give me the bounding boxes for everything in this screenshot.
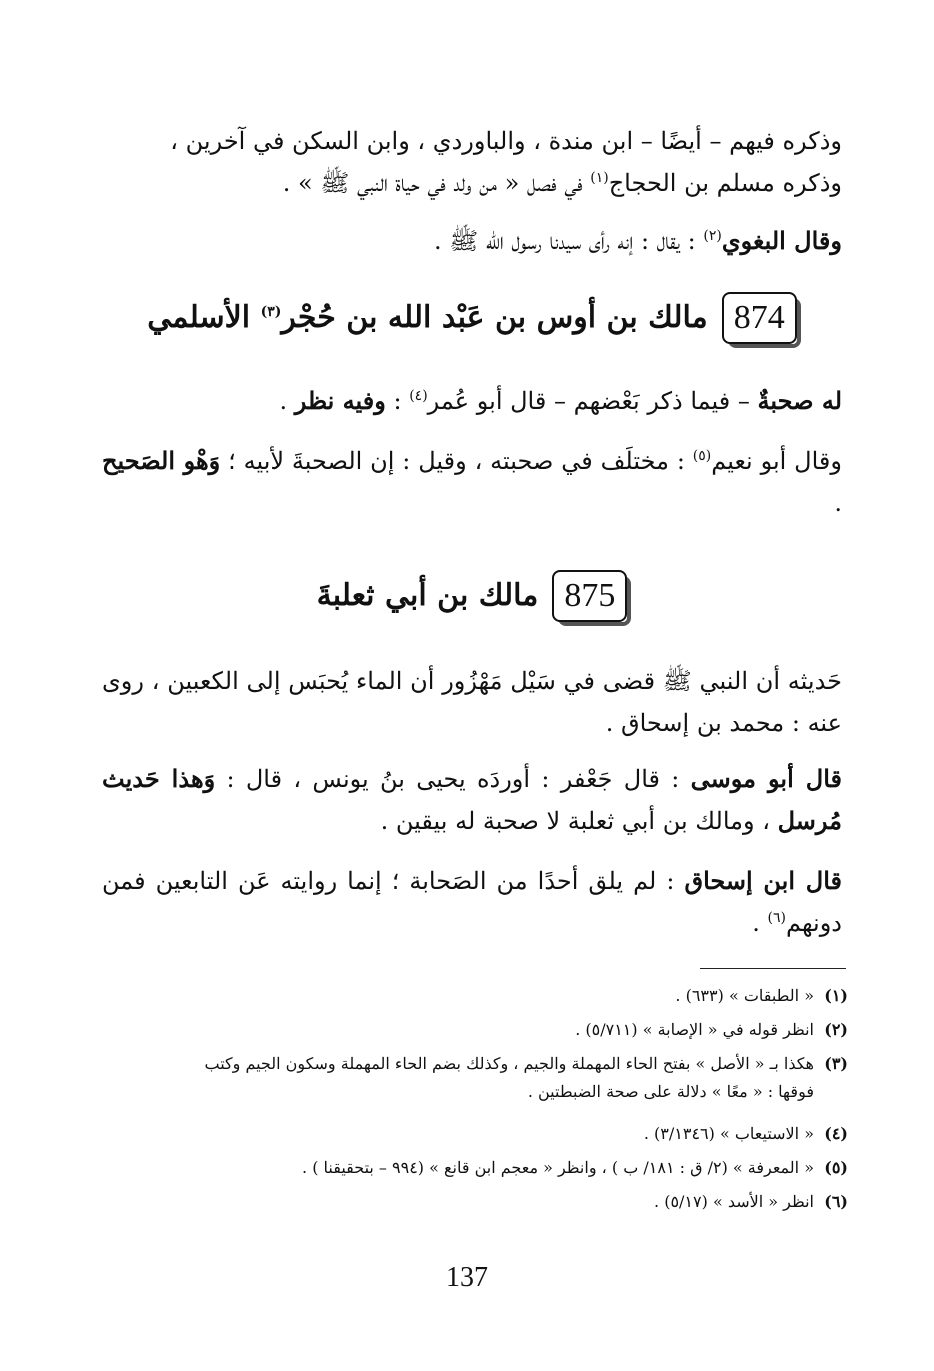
entry-title: [147, 293, 708, 343]
footnote-line: [88, 1050, 848, 1078]
entry-heading-874: [102, 292, 842, 344]
paragraph-intro: [102, 120, 842, 204]
footnote-6: [88, 1188, 848, 1216]
page-number: 137: [446, 1262, 488, 1293]
entry-number-box: 875: [552, 570, 627, 622]
footnote-ref-2: (٢): [703, 228, 722, 244]
footnote-number: (٤): [824, 1124, 848, 1143]
text: .: [834, 489, 842, 517]
line-1: وذكره فيهم – أيضًا – ابن مندة ، والباوردي ، وابن السكن في آخرين ،: [170, 127, 842, 155]
footnote-ref-3: (٣): [260, 304, 282, 320]
text: .: [279, 387, 295, 415]
footnote-ref-5: (٥): [692, 448, 712, 464]
paragraph-baghawi: [102, 220, 842, 262]
text: :: [385, 387, 410, 415]
text: : مختلَف في صحبته ، وقيل : إن الصحبةَ لأبيه ؛: [220, 447, 693, 475]
title-text: الأسلمي: [147, 300, 261, 335]
text: ، ومالك بن أبي ثعلبة لا صحبة له بيقين .: [380, 807, 778, 835]
text: – فيما ذكر بَعْضهم – قال أبو عُمر: [427, 387, 758, 415]
text: حَديثه أن النبي ﷺ قضى في سَيْل مَهْزُور أن الماء يُحبَس إلى الكعبين ، روى عنه : محمد بن إسحاق .: [102, 667, 842, 737]
footnote-continuation: فوقها : « معًا » دلالة على صحة الضبطتين .: [527, 1082, 814, 1101]
bold-text: وَهْو الصَحيح: [102, 446, 221, 475]
text: وذكره مسلم بن الحجاج: [608, 169, 842, 197]
footnote-4: [88, 1120, 848, 1148]
title-text: مالك بن أوس بن عَبْد الله بن حُجْر: [281, 300, 708, 335]
footnote-text: « الطبقات » (٦٣٣) .: [675, 986, 814, 1005]
footnote-text: « الاستيعاب » (٣/١٣٤٦) .: [643, 1124, 814, 1143]
text: .: [752, 909, 768, 937]
bold-lead: له صحبةٌ: [757, 386, 842, 415]
footnote-text: انظر « الأسد » (٥/١٧) .: [654, 1192, 814, 1211]
text: : قال جَعْفر : أوردَه يحيى بنُ يونس ، قال :: [215, 765, 691, 793]
paragraph-suhba: [102, 380, 842, 422]
footnote-3: [88, 1050, 848, 1106]
title-text: مالك بن أبي ثعلبةَ: [316, 578, 539, 613]
bold-lead: قال أبو موسى: [690, 764, 843, 793]
footnote-number: (٦): [824, 1192, 848, 1211]
paragraph-abu-musa: [102, 758, 842, 842]
text: : لم يلق أحدًا من الصَحابة ؛ إنما روايته عَن التابعين فمن دونهم: [102, 867, 842, 937]
text: : يقال : إنه رأى سيدنا رسول الله ﷺ .: [433, 227, 704, 255]
footnote-ref-1: (١): [590, 170, 609, 186]
footnote-number: (٢): [824, 1020, 848, 1039]
footnote-5: [88, 1154, 848, 1182]
text: وقال أبو نعيم: [711, 447, 842, 475]
bold-text: وفيه نظر: [294, 386, 386, 415]
paragraph-ibn-ishaq: [102, 860, 842, 944]
paragraph-abu-nuaym: [102, 440, 842, 524]
footnote-number: (٥): [824, 1158, 848, 1177]
paragraph-hadith: [102, 660, 842, 744]
footnote-text: « المعرفة » (٢/ ق : ١٨١/ ب ) ، وانظر « معجم ابن قانع » (٩٩٤ – بتحقيقنا ) .: [302, 1158, 814, 1177]
entry-title: [317, 571, 539, 621]
entry-heading-875: [102, 570, 842, 622]
footnote-2: [88, 1016, 848, 1044]
footnote-number: (١): [824, 986, 848, 1005]
footnote-text: هكذا بـ « الأصل » بفتح الحاء المهملة والجيم ، وكذلك بضم الحاء المهملة وسكون الجيم وكتب: [204, 1054, 814, 1073]
footnote-ref-6: (٦): [767, 910, 786, 926]
line-2: [102, 162, 842, 204]
entry-number-box: 874: [722, 292, 797, 344]
footnote-divider: [700, 968, 846, 969]
footnote-1: [88, 982, 848, 1010]
footnote-ref-4: (٤): [409, 388, 428, 404]
bold-lead: قال ابن إسحاق: [684, 866, 842, 895]
footnote-number: (٣): [824, 1054, 848, 1073]
footnote-text: انظر قوله في « الإصابة » (٥/٧١١) .: [575, 1020, 814, 1039]
text: في فصل « من ولد في حياة النبي ﷺ » .: [282, 169, 591, 197]
bold-lead: وقال البغوي: [721, 226, 842, 255]
bold-text: وَهذا حَديث مُرسل: [102, 764, 842, 835]
